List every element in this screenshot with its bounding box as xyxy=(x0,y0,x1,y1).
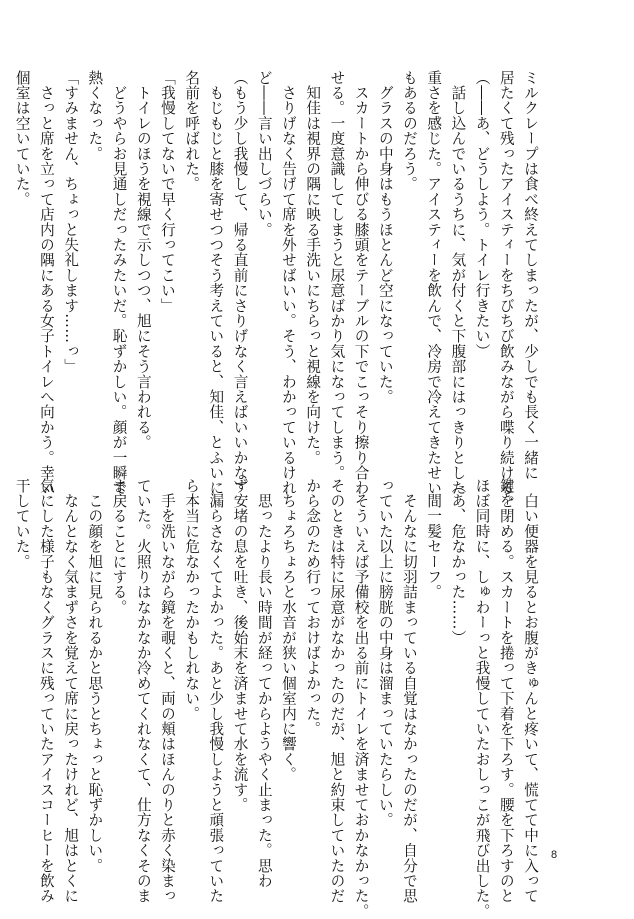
text-line: ちょろちょろと水音が狭い個室内に響く。 xyxy=(279,478,297,782)
text-line: そのときは特に尿意がなかったのだが、旭と約束していたのだ xyxy=(328,478,346,904)
text-line: ほぼ同時に、しゅわーっと我慢していたおしっこが飛び出した。 xyxy=(473,478,491,919)
text-line: （もう少し我慢して、帰る直前にさりげなく言えばいいかな） xyxy=(231,70,249,496)
text-line: なんとなく気まずさを覚えて席に戻ったけれど、旭はとくに xyxy=(62,478,80,904)
text-line: 白い便器を見るとお腹がきゅんと疼いて、慌てて中に入って xyxy=(522,478,539,904)
text-line: っていた以上に膀胱の中身は溜まっていたらしい。 xyxy=(376,478,394,828)
text-line: さっと席を立って店内の隅にある女子トイレへ向かう。幸い xyxy=(37,70,55,496)
text-line: 熱くなった。 xyxy=(86,70,104,162)
text-line: スカートから伸びる膝頭をテーブルの下でこっそり擦り合わ xyxy=(352,70,370,496)
text-line: ていた。火照りはなかなか冷めてくれなくて、仕方なくそのま xyxy=(134,478,152,904)
text-line: 思ったより長い時間が経ってからようやく止まった。思わ xyxy=(255,478,273,889)
text-line: ミルクレープは食べ終えてしまったが、少しでも長く一緒に xyxy=(522,70,539,481)
text-line: 干していた。 xyxy=(13,478,31,570)
text-line: ま戻ることにする。 xyxy=(110,478,128,615)
text-line: もじもじと膝を寄せつつそう考えていると、知佳、とふいに xyxy=(207,70,225,496)
text-block-upper xyxy=(13,70,542,511)
text-line: 話し込んでいるうちに、気が付くと下腹部にはっきりとした xyxy=(449,70,467,496)
text-line: トイレのほうを視線で示しつつ、旭にそう言われる。 xyxy=(134,70,152,450)
text-line: 鍵を閉める。スカートを捲って下着を下ろす。腰を下ろすのと xyxy=(497,478,515,904)
text-line: グラスの中身はもうほとんど空になっていた。 xyxy=(376,70,394,405)
text-line: 重さを感じた。アイスティーを飲んで、冷房で冷えてきたせい xyxy=(425,70,443,496)
text-line: せる。一度意識してしまうと尿意ばかり気になってしまう。 xyxy=(328,70,346,481)
text-line: 間一髪セーフ。 xyxy=(425,478,443,600)
text-line: 漏らさなくてよかった。あと少し我慢しようと頑張っていた xyxy=(207,478,225,904)
text-line: 気にした様子もなくグラスに残っていたアイスコーヒーを飲み xyxy=(37,478,55,904)
text-line: 手を洗いながら鏡を覗くと、両の頬はほんのりと赤く染まっ xyxy=(158,478,176,904)
text-line: ず安堵の息を吐き、後始末を済ませて水を流す。 xyxy=(231,478,249,813)
text-line: 「すみません、ちょっと失礼します……っ」 xyxy=(62,70,80,374)
text-line: そういえば予備校を出る前にトイレを済ませておかなかった。 xyxy=(352,478,370,919)
page-number: 8 xyxy=(551,849,558,861)
text-line: そんなに切羽詰まっている自覚はなかったのだが、自分で思 xyxy=(400,478,418,904)
text-line: どうやらお見通しだったみたいだ。恥ずかしい。顔が一瞬で xyxy=(110,70,128,496)
text-line: 知佳は視界の隅に映る手洗いにちらっと視線を向けた。 xyxy=(304,70,322,466)
text-line: 「我慢してないで早く行ってこい」 xyxy=(158,70,176,314)
text-line: もあるのだろう。 xyxy=(400,70,418,192)
text-line: （あ、危なかった……） xyxy=(449,478,467,646)
text-line: ど――言い出しづらい。 xyxy=(255,70,273,238)
text-line: 居たくて残ったアイスティーをちびちび飲みながら喋り続ける。 xyxy=(497,70,515,511)
text-line: ら本当に危なかったかもしれない。 xyxy=(183,478,201,722)
text-line: 個室は空いていた。 xyxy=(13,70,31,207)
text-line: さりげなく告げて席を外せばいい。そう、わかっているけれ xyxy=(279,70,297,496)
text-line: から念のため行っておけばよかった。 xyxy=(304,478,322,737)
text-block-lower xyxy=(13,478,542,919)
text-line: （――あ、どうしよう。トイレ行きたい） xyxy=(473,70,491,359)
text-line: 名前を呼ばれた。 xyxy=(183,70,201,192)
text-line: この顔を旭に見られるかと思うとちょっと恥ずかしい。 xyxy=(86,478,104,874)
